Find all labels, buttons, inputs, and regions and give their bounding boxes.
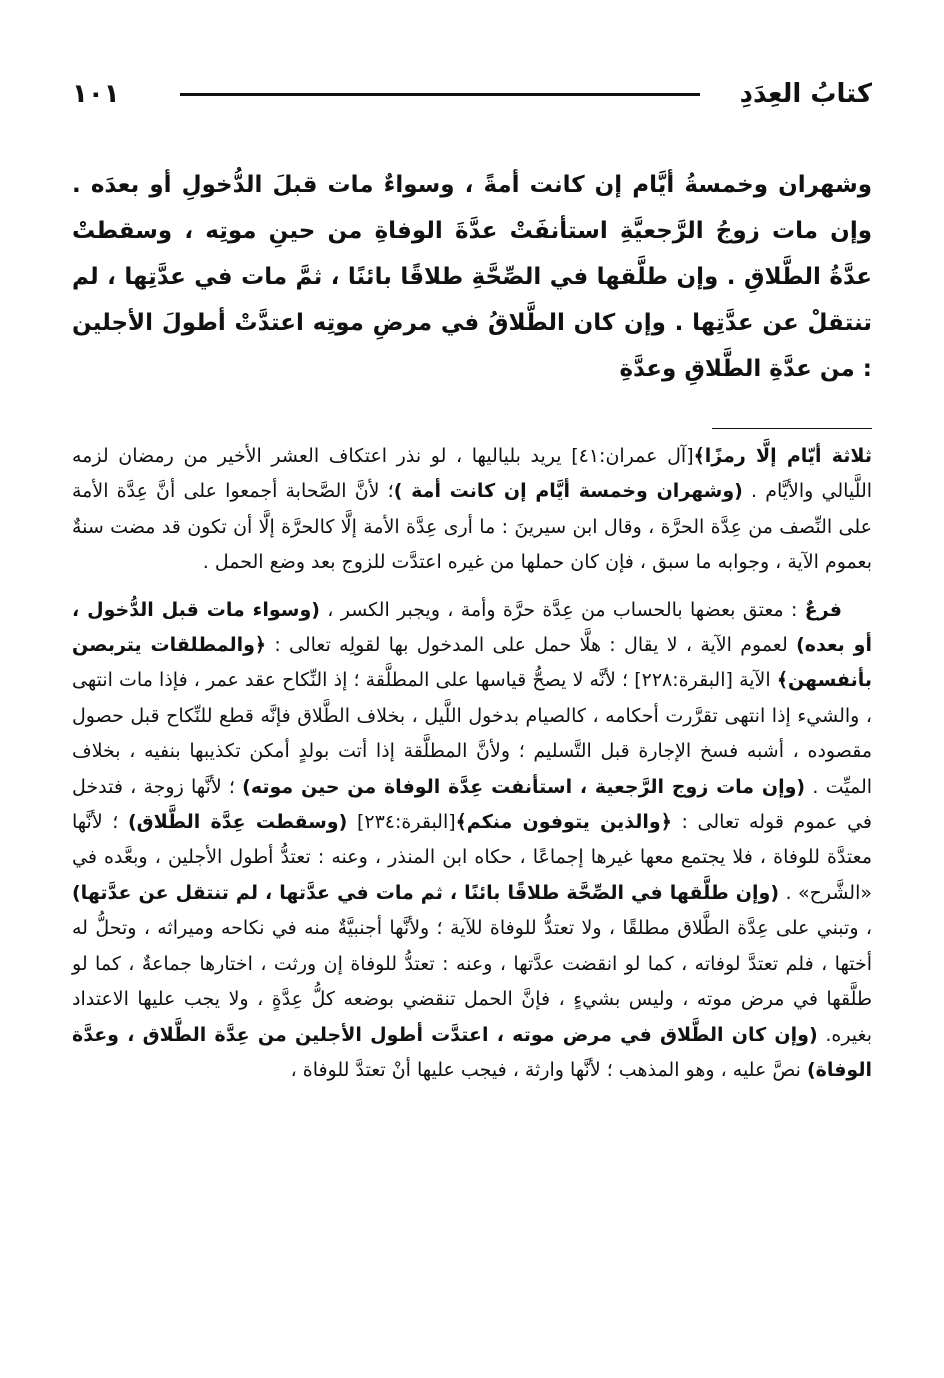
commentary-paragraph-2 <box>72 593 872 1089</box>
running-header <box>72 70 872 118</box>
quoted-matn: (وإن طلَّقها في الصِّحَّة طلاقًا بائنًا ، ثم مات في عدَّتها ، لم تنتقل عن عدَّتها) <box>72 881 779 904</box>
commentary-text: ؛ لأنَّها زوجة ، فتدخل في عموم قوله تعالى : <box>72 775 873 834</box>
footnote-separator <box>712 428 872 429</box>
quoted-matn: (وشهران وخمسة أيَّام إن كانت أمة ) <box>393 480 743 503</box>
chapter-title: كتابُ العِدَدِ <box>739 79 872 109</box>
commentary <box>72 439 872 1088</box>
commentary-text: [آل عمران:٤١] يريد بلياليها ، لو نذر اعتكاف العشر الأخير من رمضان لزمه اللَّيالي والأيَّام . <box>72 445 873 503</box>
matn-text <box>72 162 872 392</box>
quoted-matn: (وإن مات زوج الرَّجعية ، استأنفت عِدَّة الوفاة من حين موته) <box>242 775 806 798</box>
commentary-text: ، وتبني على عِدَّة الطَّلاق مطلقًا ، ولا تعتدُّ للوفاة للآية ؛ ولأنَّها أجنبيَّةٌ منه في نكاحه وميراثه ، وتحلُّ له أختها ، فلم تعتدَّ لوفاته ، كما لو انقضت عدَّتها ، وعنه : تعتدُّ للوفاة إن ورثت ، اختارها جماعةٌ ، كما لو طلَّقها في مرض موته ، وليس بشيءٍ ، فإنَّ الحمل تنقضي بوضعه كلُّ عِدَّةٍ ، ولا يجب عليها الاعتداد بغيره. <box>72 917 872 1046</box>
quoted-matn: (وإن كان الطَّلاق في مرض موته ، اعتدَّت أطول الأجلين من عِدَّة الطَّلاق ، وعدَّة الوفاة) <box>72 1023 872 1081</box>
quoted-matn: (وسواء مات قبل الدُّخول ، أو بعده) <box>72 598 872 657</box>
commentary-text: لعموم الآية ، لا يقال : هلَّا حمل على المدخول بها لقولِه تعالى : <box>266 634 797 657</box>
commentary-text: الآية [البقرة:٢٢٨] ؛ لأنَّه لا يصحُّ قياسها على المطلَّقة ؛ إذ النِّكاح عقد عمر ، فإذا مات انتهى ، والشيء إذا انتهى تقرَّرت أحكامه ، كالصيام بدخول اللَّيل ، بخلاف الطَّلاق فإنَّه قطع للنِّكاح قبل حصول مقصوده ، أشبه فسخ الإجارة قبل التَّسليم ؛ ولأنَّ المطلَّقة إذا أتت بولدٍ أمكن تكذيبها بنفيه ، بخلاف الميِّت . <box>72 669 873 798</box>
quoted-matn: ﴿والذين يتوفون منكم﴾ <box>455 811 672 834</box>
header-rule <box>180 93 700 96</box>
commentary-text: : معتق بعضها بالحساب من عِدَّة حرَّة وأمة ، ويجبر الكسر ، <box>319 598 805 621</box>
matn-paragraph: وشهران وخمسةُ أيَّام إن كانت أمةً ، وسواءٌ مات قبلَ الدُّخولِ أو بعدَه . وإن مات زوجُ الرَّجعيَّةِ استأنفَتْ عدَّةَ الوفاةِ من حينِ موتِه ، وسقطتْ عدَّةُ الطَّلاقِ . وإن طلَّقها في الصِّحَّةِ طلاقًا بائنًا ، ثمَّ مات في عدَّتِها ، لم تنتقلْ عن عدَّتِها . وإن كان الطَّلاقُ في مرضِ موتِه اعتدَّتْ أطولَ الأجلين : من عدَّةِ الطَّلاقِ وعدَّةِ <box>72 172 872 382</box>
quoted-matn: (وسقطت عِدَّة الطَّلاق) <box>127 811 348 834</box>
commentary-text: [البقرة:٢٣٤] <box>347 811 456 834</box>
quoted-matn: ﴿والمطلقات يتربصن بأنفسهن﴾ <box>72 634 872 692</box>
commentary-text: ؛ لأنَّها معتدَّة للوفاة ، فلا يجتمع معها غيرها إجماعًا ، حكاه ابن المنذر ، وعنه : تعتدُّ أطول الأجلين ، وبعَّده في «الشَّرح» . <box>72 811 872 904</box>
commentary-paragraph-1 <box>72 439 872 581</box>
quoted-matn: ثلاثة أيّام إلَّا رمزًا﴾ <box>693 445 872 467</box>
commentary-text: ؛ لأنَّ الصَّحابة أجمعوا على أنَّ عِدَّة الأمة على النِّصف من عِدَّة الحرَّة ، وقال ابن سيرينَ : ما أرى عِدَّة الأمة إلَّا كالحرَّة إلَّا أن تكون قد مضت سنةٌ بعموم الآية ، وجوابه ما سبق ، فإن كان حملها من غيره اعتدَّت للزوج بعد وضع الحمل . <box>72 480 872 574</box>
quoted-matn: فرعٌ <box>804 598 842 621</box>
commentary-text: نصَّ عليه ، وهو المذهب ؛ لأنَّها وارثة ، فيجب عليها أنْ تعتدَّ للوفاة ، <box>290 1058 807 1081</box>
page-number: ١٠١ <box>72 79 120 109</box>
